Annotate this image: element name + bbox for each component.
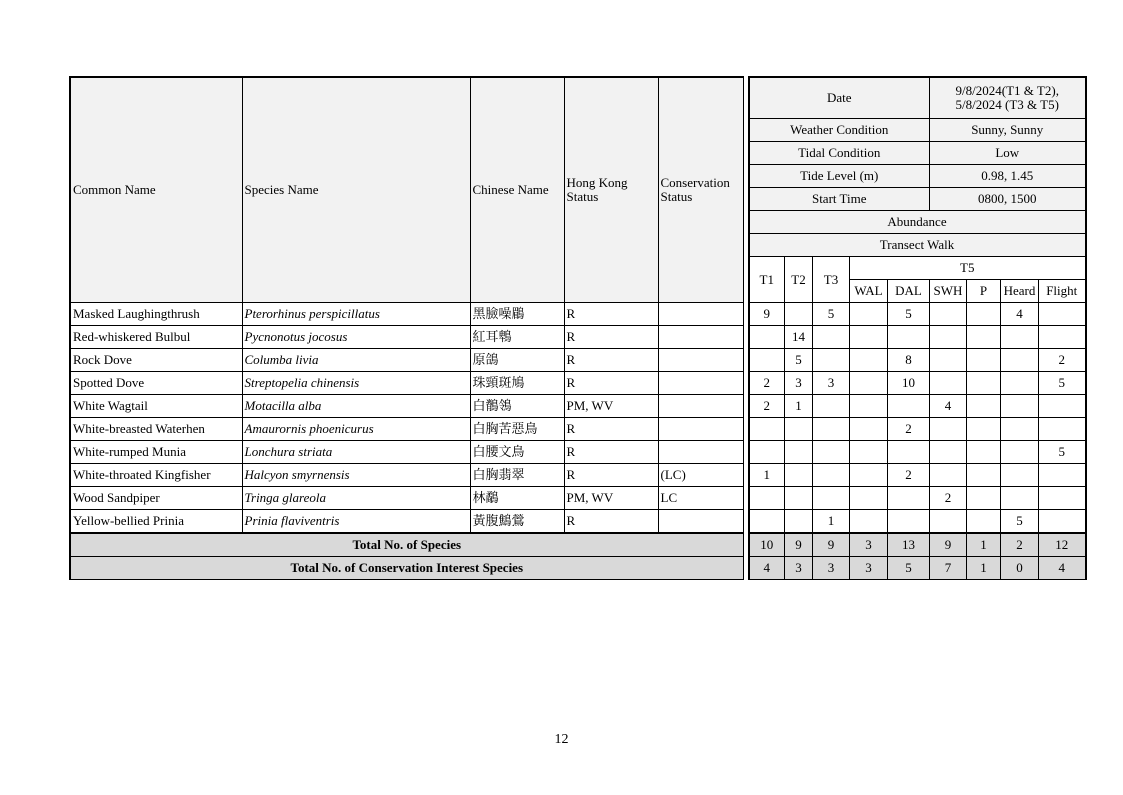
count-cell: 5 [1039, 372, 1086, 395]
count-cell: 14 [785, 326, 813, 349]
count-cell [850, 349, 888, 372]
count-cell [967, 395, 1001, 418]
count-cell [850, 372, 888, 395]
count-cell: 1 [813, 510, 850, 534]
count-cell [813, 395, 850, 418]
date-value: 9/8/2024(T1 & T2), 5/8/2024 (T3 & T5) [930, 77, 1086, 119]
count-cell [1039, 510, 1086, 534]
count-cell [785, 303, 813, 326]
count-cell [850, 303, 888, 326]
count-cell [785, 441, 813, 464]
chinese-name-cell: 林鷸 [470, 487, 564, 510]
tidal-value: Low [930, 142, 1086, 165]
conservation-status-cell [658, 441, 743, 464]
count-cell: 2 [888, 464, 930, 487]
total-count-cell: 1 [967, 533, 1001, 557]
header-chinese-name: Chinese Name [470, 77, 564, 303]
count-cell [850, 487, 888, 510]
count-cell: 1 [785, 395, 813, 418]
tide-level-value: 0.98, 1.45 [930, 165, 1086, 188]
count-cell: 3 [813, 372, 850, 395]
count-cell: 2 [888, 418, 930, 441]
count-cell [749, 441, 785, 464]
total-count-cell: 3 [850, 557, 888, 580]
count-cell [850, 418, 888, 441]
count-cell: 2 [749, 395, 785, 418]
common-name-cell: Yellow-bellied Prinia [70, 510, 242, 534]
count-cell: 5 [1039, 441, 1086, 464]
count-cell: 5 [1001, 510, 1039, 534]
hk-status-cell: R [564, 418, 658, 441]
common-name-cell: White-breasted Waterhen [70, 418, 242, 441]
chinese-name-cell: 黃腹鷦鶯 [470, 510, 564, 534]
total-count-cell: 3 [850, 533, 888, 557]
species-name-cell: Tringa glareola [242, 487, 470, 510]
count-cell [967, 487, 1001, 510]
total-count-cell: 3 [785, 557, 813, 580]
species-name-cell: Streptopelia chinensis [242, 372, 470, 395]
conservation-status-cell [658, 372, 743, 395]
species-name-cell: Lonchura striata [242, 441, 470, 464]
count-cell [813, 487, 850, 510]
count-cell [967, 418, 1001, 441]
total-count-cell: 9 [785, 533, 813, 557]
tide-level-label: Tide Level (m) [749, 165, 930, 188]
total-species-label: Total No. of Species [70, 533, 743, 557]
count-cell [850, 326, 888, 349]
count-cell [967, 510, 1001, 534]
count-cell [749, 487, 785, 510]
count-cell: 4 [1001, 303, 1039, 326]
count-cell [749, 349, 785, 372]
count-cell [967, 326, 1001, 349]
total-count-cell: 0 [1001, 557, 1039, 580]
col-header-dal: DAL [888, 280, 930, 303]
species-name-cell: Pycnonotus jocosus [242, 326, 470, 349]
conservation-status-cell [658, 510, 743, 534]
hk-status-cell: R [564, 510, 658, 534]
count-cell [785, 418, 813, 441]
total-species-row [70, 533, 1086, 557]
common-name-cell: Rock Dove [70, 349, 242, 372]
count-cell: 4 [930, 395, 967, 418]
count-cell [785, 464, 813, 487]
col-header-swh: SWH [930, 280, 967, 303]
hk-status-cell: PM, WV [564, 487, 658, 510]
total-count-cell: 10 [749, 533, 785, 557]
table-row [70, 418, 1086, 441]
t5-label: T5 [850, 257, 1086, 280]
count-cell [1039, 487, 1086, 510]
count-cell [930, 326, 967, 349]
common-name-cell: Red-whiskered Bulbul [70, 326, 242, 349]
count-cell [813, 441, 850, 464]
count-cell [1001, 326, 1039, 349]
count-cell: 5 [785, 349, 813, 372]
weather-value: Sunny, Sunny [930, 119, 1086, 142]
table-row [70, 395, 1086, 418]
count-cell [967, 303, 1001, 326]
conservation-status-cell [658, 303, 743, 326]
count-cell [967, 464, 1001, 487]
total-count-cell: 4 [1039, 557, 1086, 580]
header-species-name: Species Name [242, 77, 470, 303]
count-cell [813, 418, 850, 441]
chinese-name-cell: 原鴿 [470, 349, 564, 372]
count-cell [1001, 395, 1039, 418]
total-count-cell: 4 [749, 557, 785, 580]
count-cell [930, 372, 967, 395]
table-row [70, 349, 1086, 372]
total-count-cell: 5 [888, 557, 930, 580]
count-cell: 3 [785, 372, 813, 395]
table-row [70, 510, 1086, 534]
chinese-name-cell: 白鶺鴒 [470, 395, 564, 418]
page-number: 12 [554, 732, 569, 747]
start-time-label: Start Time [749, 188, 930, 211]
header-common-name: Common Name [70, 77, 242, 303]
count-cell [813, 349, 850, 372]
count-cell: 5 [888, 303, 930, 326]
count-cell [749, 510, 785, 534]
common-name-cell: White-rumped Munia [70, 441, 242, 464]
table-row [70, 372, 1086, 395]
count-cell [1001, 441, 1039, 464]
col-header-t3: T3 [813, 257, 850, 303]
count-cell [888, 326, 930, 349]
header-hk-status: Hong Kong Status [564, 77, 658, 303]
count-cell [813, 326, 850, 349]
col-header-t2: T2 [785, 257, 813, 303]
total-count-cell: 13 [888, 533, 930, 557]
col-header-heard: Heard [1001, 280, 1039, 303]
count-cell: 1 [749, 464, 785, 487]
col-header-flight: Flight [1039, 280, 1086, 303]
count-cell: 2 [749, 372, 785, 395]
count-cell [930, 441, 967, 464]
col-header-t1: T1 [749, 257, 785, 303]
chinese-name-cell: 珠頸斑鳩 [470, 372, 564, 395]
count-cell [930, 418, 967, 441]
conservation-status-cell [658, 395, 743, 418]
total-count-cell: 3 [813, 557, 850, 580]
table-row [70, 303, 1086, 326]
species-name-cell: Prinia flaviventris [242, 510, 470, 534]
conservation-status-cell [658, 349, 743, 372]
start-time-value: 0800, 1500 [930, 188, 1086, 211]
conservation-status-cell: LC [658, 487, 743, 510]
totals-rows [70, 533, 1086, 580]
table-row [70, 441, 1086, 464]
species-rows [70, 303, 1086, 534]
count-cell: 9 [749, 303, 785, 326]
table-row [70, 326, 1086, 349]
count-cell [1039, 303, 1086, 326]
abundance-label: Abundance [749, 211, 1086, 234]
count-cell [850, 441, 888, 464]
count-cell: 8 [888, 349, 930, 372]
count-cell [850, 464, 888, 487]
hk-status-cell: R [564, 464, 658, 487]
count-cell [1001, 418, 1039, 441]
count-cell [888, 395, 930, 418]
count-cell [930, 349, 967, 372]
total-conservation-label: Total No. of Conservation Interest Species [70, 557, 743, 580]
count-cell [785, 510, 813, 534]
species-name-cell: Amaurornis phoenicurus [242, 418, 470, 441]
date-label: Date [749, 77, 930, 119]
count-cell [1001, 464, 1039, 487]
hk-status-cell: R [564, 372, 658, 395]
count-cell [967, 441, 1001, 464]
count-cell [888, 441, 930, 464]
total-count-cell: 7 [930, 557, 967, 580]
chinese-name-cell: 黑臉噪鶥 [470, 303, 564, 326]
total-count-cell: 12 [1039, 533, 1086, 557]
count-cell [930, 464, 967, 487]
count-cell [850, 510, 888, 534]
common-name-cell: Spotted Dove [70, 372, 242, 395]
table-row [70, 487, 1086, 510]
count-cell [1039, 464, 1086, 487]
chinese-name-cell: 白腰文鳥 [470, 441, 564, 464]
chinese-name-cell: 紅耳鵯 [470, 326, 564, 349]
col-header-p: P [967, 280, 1001, 303]
count-cell [888, 510, 930, 534]
common-name-cell: Masked Laughingthrush [70, 303, 242, 326]
table-header [70, 77, 1086, 303]
hk-status-cell: R [564, 349, 658, 372]
total-conservation-row [70, 557, 1086, 580]
common-name-cell: Wood Sandpiper [70, 487, 242, 510]
count-cell: 10 [888, 372, 930, 395]
count-cell [785, 487, 813, 510]
conservation-status-cell: (LC) [658, 464, 743, 487]
count-cell [967, 349, 1001, 372]
hk-status-cell: PM, WV [564, 395, 658, 418]
conservation-status-cell [658, 418, 743, 441]
total-count-cell: 9 [930, 533, 967, 557]
count-cell [930, 510, 967, 534]
species-name-cell: Columba livia [242, 349, 470, 372]
chinese-name-cell: 白胸翡翠 [470, 464, 564, 487]
header-conservation-status: Conservation Status [658, 77, 743, 303]
hk-status-cell: R [564, 303, 658, 326]
col-header-wal: WAL [850, 280, 888, 303]
count-cell: 2 [1039, 349, 1086, 372]
hk-status-cell: R [564, 441, 658, 464]
count-cell [749, 418, 785, 441]
total-count-cell: 1 [967, 557, 1001, 580]
count-cell [1039, 395, 1086, 418]
count-cell [967, 372, 1001, 395]
count-cell [850, 395, 888, 418]
tidal-label: Tidal Condition [749, 142, 930, 165]
species-name-cell: Motacilla alba [242, 395, 470, 418]
count-cell [888, 487, 930, 510]
table-row [70, 464, 1086, 487]
transect-walk-label: Transect Walk [749, 234, 1086, 257]
count-cell [813, 464, 850, 487]
count-cell [1001, 372, 1039, 395]
weather-label: Weather Condition [749, 119, 930, 142]
common-name-cell: White Wagtail [70, 395, 242, 418]
count-cell [1039, 326, 1086, 349]
species-name-cell: Halcyon smyrnensis [242, 464, 470, 487]
count-cell: 5 [813, 303, 850, 326]
count-cell [749, 326, 785, 349]
count-cell [1039, 418, 1086, 441]
hk-status-cell: R [564, 326, 658, 349]
conservation-status-cell [658, 326, 743, 349]
total-count-cell: 2 [1001, 533, 1039, 557]
total-count-cell: 9 [813, 533, 850, 557]
chinese-name-cell: 白胸苦惡鳥 [470, 418, 564, 441]
species-name-cell: Pterorhinus perspicillatus [242, 303, 470, 326]
count-cell: 2 [930, 487, 967, 510]
bird-survey-table [69, 76, 1087, 580]
count-cell [930, 303, 967, 326]
count-cell [1001, 349, 1039, 372]
common-name-cell: White-throated Kingfisher [70, 464, 242, 487]
count-cell [1001, 487, 1039, 510]
